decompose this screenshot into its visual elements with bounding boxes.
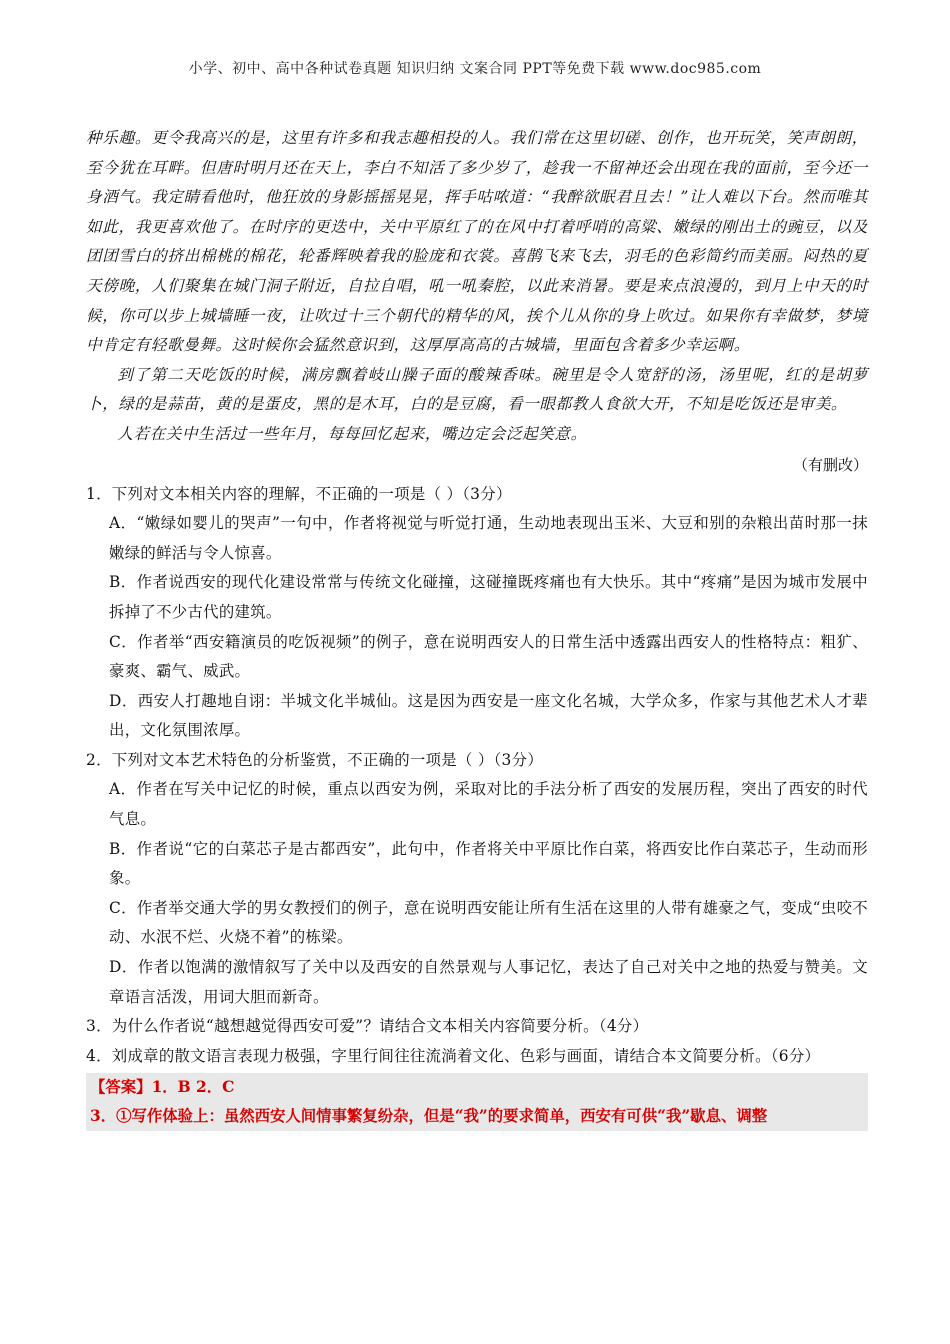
answer-section: [86, 1073, 868, 1131]
option-d: D．西安人打趣地自诩：半城文化半城仙。这是因为西安是一座文化名城，大学众多，作家与其他艺术人才辈出，文化氛围浓厚。: [109, 691, 868, 740]
passage-paragraph: 种乐趣。更令我高兴的是，这里有许多和我志趣相投的人。我们常在这里切磋、创作，也开玩笑，笑声朗朗，至今犹在耳畔。但唐时明月还在天上，李白不知活了多少岁了，趁我一不留神还会出现在我的面前，至今还一身酒气。我定睛看他时，他狂放的身影摇摇晃晃，挥手咕哝道：“我醉欲眠君且去！”让人难以下台。然而唯其如此，我更喜欢他了。在时序的更迭中，关中平原红了的在风中打着呼哨的高粱、嫩绿的刚出土的豌豆，以及团团雪白的挤出棉桃的棉花，轮番辉映着我的脸庞和衣裳。喜鹊飞来飞去，羽毛的色彩简约而美丽。闷热的夏天傍晚，人们聚集在城门洞子附近，自拉自唱，吼一吼秦腔，以此来消暑。要是来点浪漫的，到月上中天的时候，你可以步上城墙睡一夜，让吹过十三个朝代的精华的风，挨个儿从你的身上吹过。如果你有幸做梦，梦境中肯定有轻歌曼舞。这时候你会猛然意识到，这厚厚高高的古城墙，里面包含着多少幸运啊。: [86, 129, 868, 355]
answer-line-1: 【答案】1．B 2．C: [90, 1078, 235, 1097]
option-d: D．作者以饱满的激情叙写了关中以及西安的自然景观与人事记忆，表达了自己对关中之地的热爱与赞美。文章语言活泼，用词大胆而新奇。: [109, 958, 868, 1006]
option-c: C．作者举“西安籍演员的吃饭视频”的例子，意在说明西安人的日常生活中透露出西安人的性格特点：粗犷、豪爽、霸气、威武。: [109, 632, 868, 681]
question-1-stem: 1．下列对文本相关内容的理解，不正确的一项是（ ）（3分）: [86, 484, 512, 503]
option-a: A．“嫩绿如婴儿的哭声”一句中，作者将视觉与听觉打通，生动地表现出玉米、大豆和别的杂粮出苗时那一抹嫩绿的鲜活与令人惊喜。: [109, 514, 868, 562]
question-2-options: [86, 775, 868, 1012]
option-a: A．作者在写关中记忆的时候，重点以西安为例，采取对比的手法分析了西安的发展历程，突出了西安的时代气息。: [109, 780, 868, 829]
option-b: B．作者说西安的现代化建设常常与传统文化碰撞，这碰撞既疼痛也有大快乐。其中“疼痛”是因为城市发展中拆掉了不少古代的建筑。: [109, 573, 868, 621]
question-1-options: [86, 509, 868, 746]
question-4-stem: 4．刘成章的散文语言表现力极强，字里行间往往流淌着文化、色彩与画面，请结合本文简要分析。（6分）: [86, 1046, 821, 1065]
question-3-stem: 3．为什么作者说“越想越觉得西安可爱”？请结合文本相关内容简要分析。（4分）: [86, 1017, 649, 1036]
passage-paragraph: 到了第二天吃饭的时候，满房飘着岐山臊子面的酸辣香味。碗里是令人宽舒的汤，汤里呢，红的是胡萝卜，绿的是蒜苗，黄的是蛋皮，黑的是木耳，白的是豆腐，看一眼都教人食欲大开，不知是吃饭还是审美。: [86, 365, 868, 414]
option-b: B．作者说“它的白菜芯子是古都西安”，此句中，作者将关中平原比作白菜，将西安比作白菜芯子，生动而形象。: [109, 839, 868, 888]
question-2-stem: 2．下列对文本艺术特色的分析鉴赏，不正确的一项是（ ）（3分）: [86, 750, 544, 769]
passage: [86, 124, 868, 450]
document-body: [86, 124, 868, 1131]
passage-paragraph: 人若在关中生活过一些年月，每每回忆起来，嘴边定会泛起笑意。: [117, 424, 587, 443]
option-c: C．作者举交通大学的男女教授们的例子，意在说明西安能让所有生活在这里的人带有雄豪之气，变成“虫咬不动、水泯不烂、火烧不着”的栋梁。: [109, 898, 868, 947]
source-note: （有删改）: [792, 455, 868, 474]
answer-line-2: 3．①写作体验上：虽然西安人间情事繁复纷杂，但是“我”的要求简单，西安有可供“我”歇息、调整: [90, 1107, 768, 1126]
page-header: 小学、初中、高中各种试卷真题 知识归纳 文案合同 PPT等免费下载 www.doc985.com: [188, 61, 762, 77]
